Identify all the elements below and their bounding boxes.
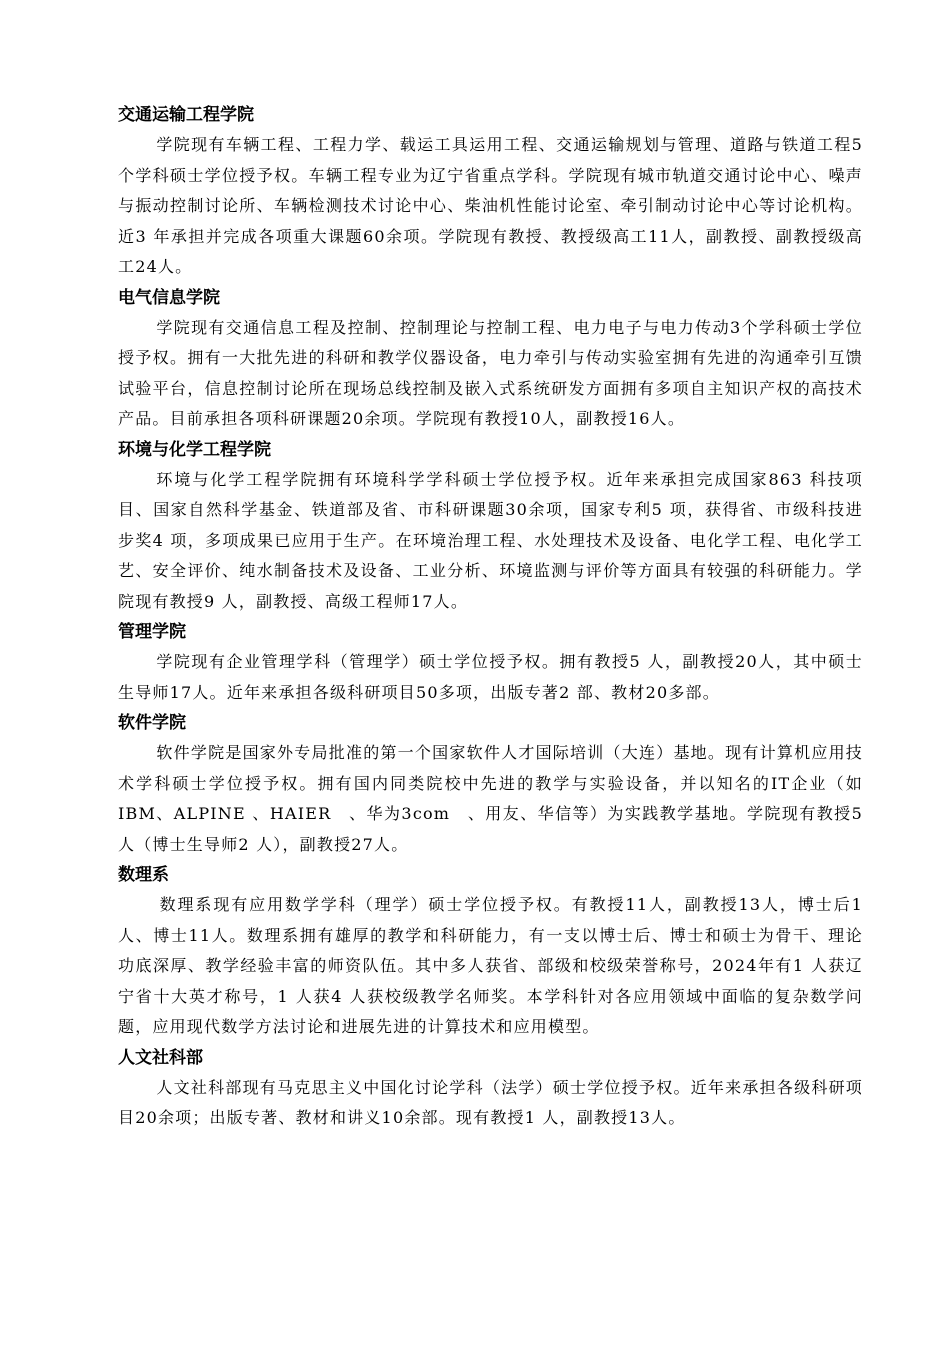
section-body: 环境与化学工程学院拥有环境科学学科硕士学位授予权。近年来承担完成国家863 科技项目、国家自然科学基金、铁道部及省、市科研课题30余项，国家专利5 项，获得省、市级科技进步奖4 项，多项成果已应用于生产。在环境治理工程、水处理技术及设备、电化学工程、电化学工艺、安全评价、纯水制备技术及设备、工业分析、环境监测与评价等方面具有较强的科研能力。学院现有教授9 人，副教授、高级工程师17人。 [118,469,863,611]
section-heading: 交通运输工程学院 [118,105,254,125]
document-page [118,100,863,1134]
section-heading: 电气信息学院 [118,287,220,308]
section-heading: 环境与化学工程学院 [118,439,271,460]
section-heading: 管理学院 [118,622,186,642]
section-environment [118,435,863,618]
section-transport [118,100,863,283]
section-heading: 人文社科部 [118,1047,203,1068]
section-body: 学院现有交通信息工程及控制、控制理论与控制工程、电力电子与电力传动3个学科硕士学位授予权。拥有一大批先进的科研和教学仪器设备，电力牵引与传动实验室拥有先进的沟通牵引互馈试验平台，信息控制讨论所在现场总线控制及嵌入式系统研发方面拥有多项自主知识产权的高技术产品。目前承担各项科研课题20余项。学院现有教授10人，副教授16人。 [118,317,863,428]
section-body: 人文社科部现有马克思主义中国化讨论学科（法学）硕士学位授予权。近年来承担各级科研项目20余项；出版专著、教材和讲义10余部。现有教授1 人，副教授13人。 [118,1077,863,1127]
section-body: 软件学院是国家外专局批准的第一个国家软件人才国际培训（大连）基地。现有计算机应用技术学科硕士学位授予权。拥有国内同类院校中先进的教学与实验设备，并以知名的IT企业（如IBM、ALPINE 、HAIER 、华为3com 、用友、华信等）为实践教学基地。学院现有教授5 人（博士生导师2 人），副教授27人。 [118,743,863,854]
section-heading: 数理系 [118,865,169,885]
section-electrical [118,283,863,435]
section-body: 学院现有车辆工程、工程力学、载运工具运用工程、交通运输规划与管理、道路与铁道工程5 个学科硕士学位授予权。车辆工程专业为辽宁省重点学科。学院现有城市轨道交通讨论中心、噪声与振动控制讨论所、车辆检测技术讨论中心、柴油机性能讨论室、牵引制动讨论中心等讨论机构。近3 年承担并完成各项重大课题60余项。学院现有教授、教授级高工11人，副教授、副教授级高工24人。 [118,135,863,276]
section-humanities [118,1043,863,1134]
section-management [118,617,863,708]
section-body: 数理系现有应用数学学科（理学）硕士学位授予权。有教授11人，副教授13人，博士后1 人、博士11人。数理系拥有雄厚的教学和科研能力，有一支以博士后、博士和硕士为骨干、理论功底深厚、教学经验丰富的师资队伍。其中多人获省、部级和校级荣誉称号，2024年有1 人获辽宁省十大英才称号，1 人获4 人获校级教学名师奖。本学科针对各应用领域中面临的复杂数学问题，应用现代数学方法讨论和进展先进的计算技术和应用模型。 [118,895,863,1036]
section-heading: 软件学院 [118,713,186,733]
section-math-physics [118,860,863,1043]
section-software [118,708,863,860]
section-body: 学院现有企业管理学科（管理学）硕士学位授予权。拥有教授5 人，副教授20人，其中硕士生导师17人。近年来承担各级科研项目50多项，出版专著2 部、教材20多部。 [118,652,863,702]
